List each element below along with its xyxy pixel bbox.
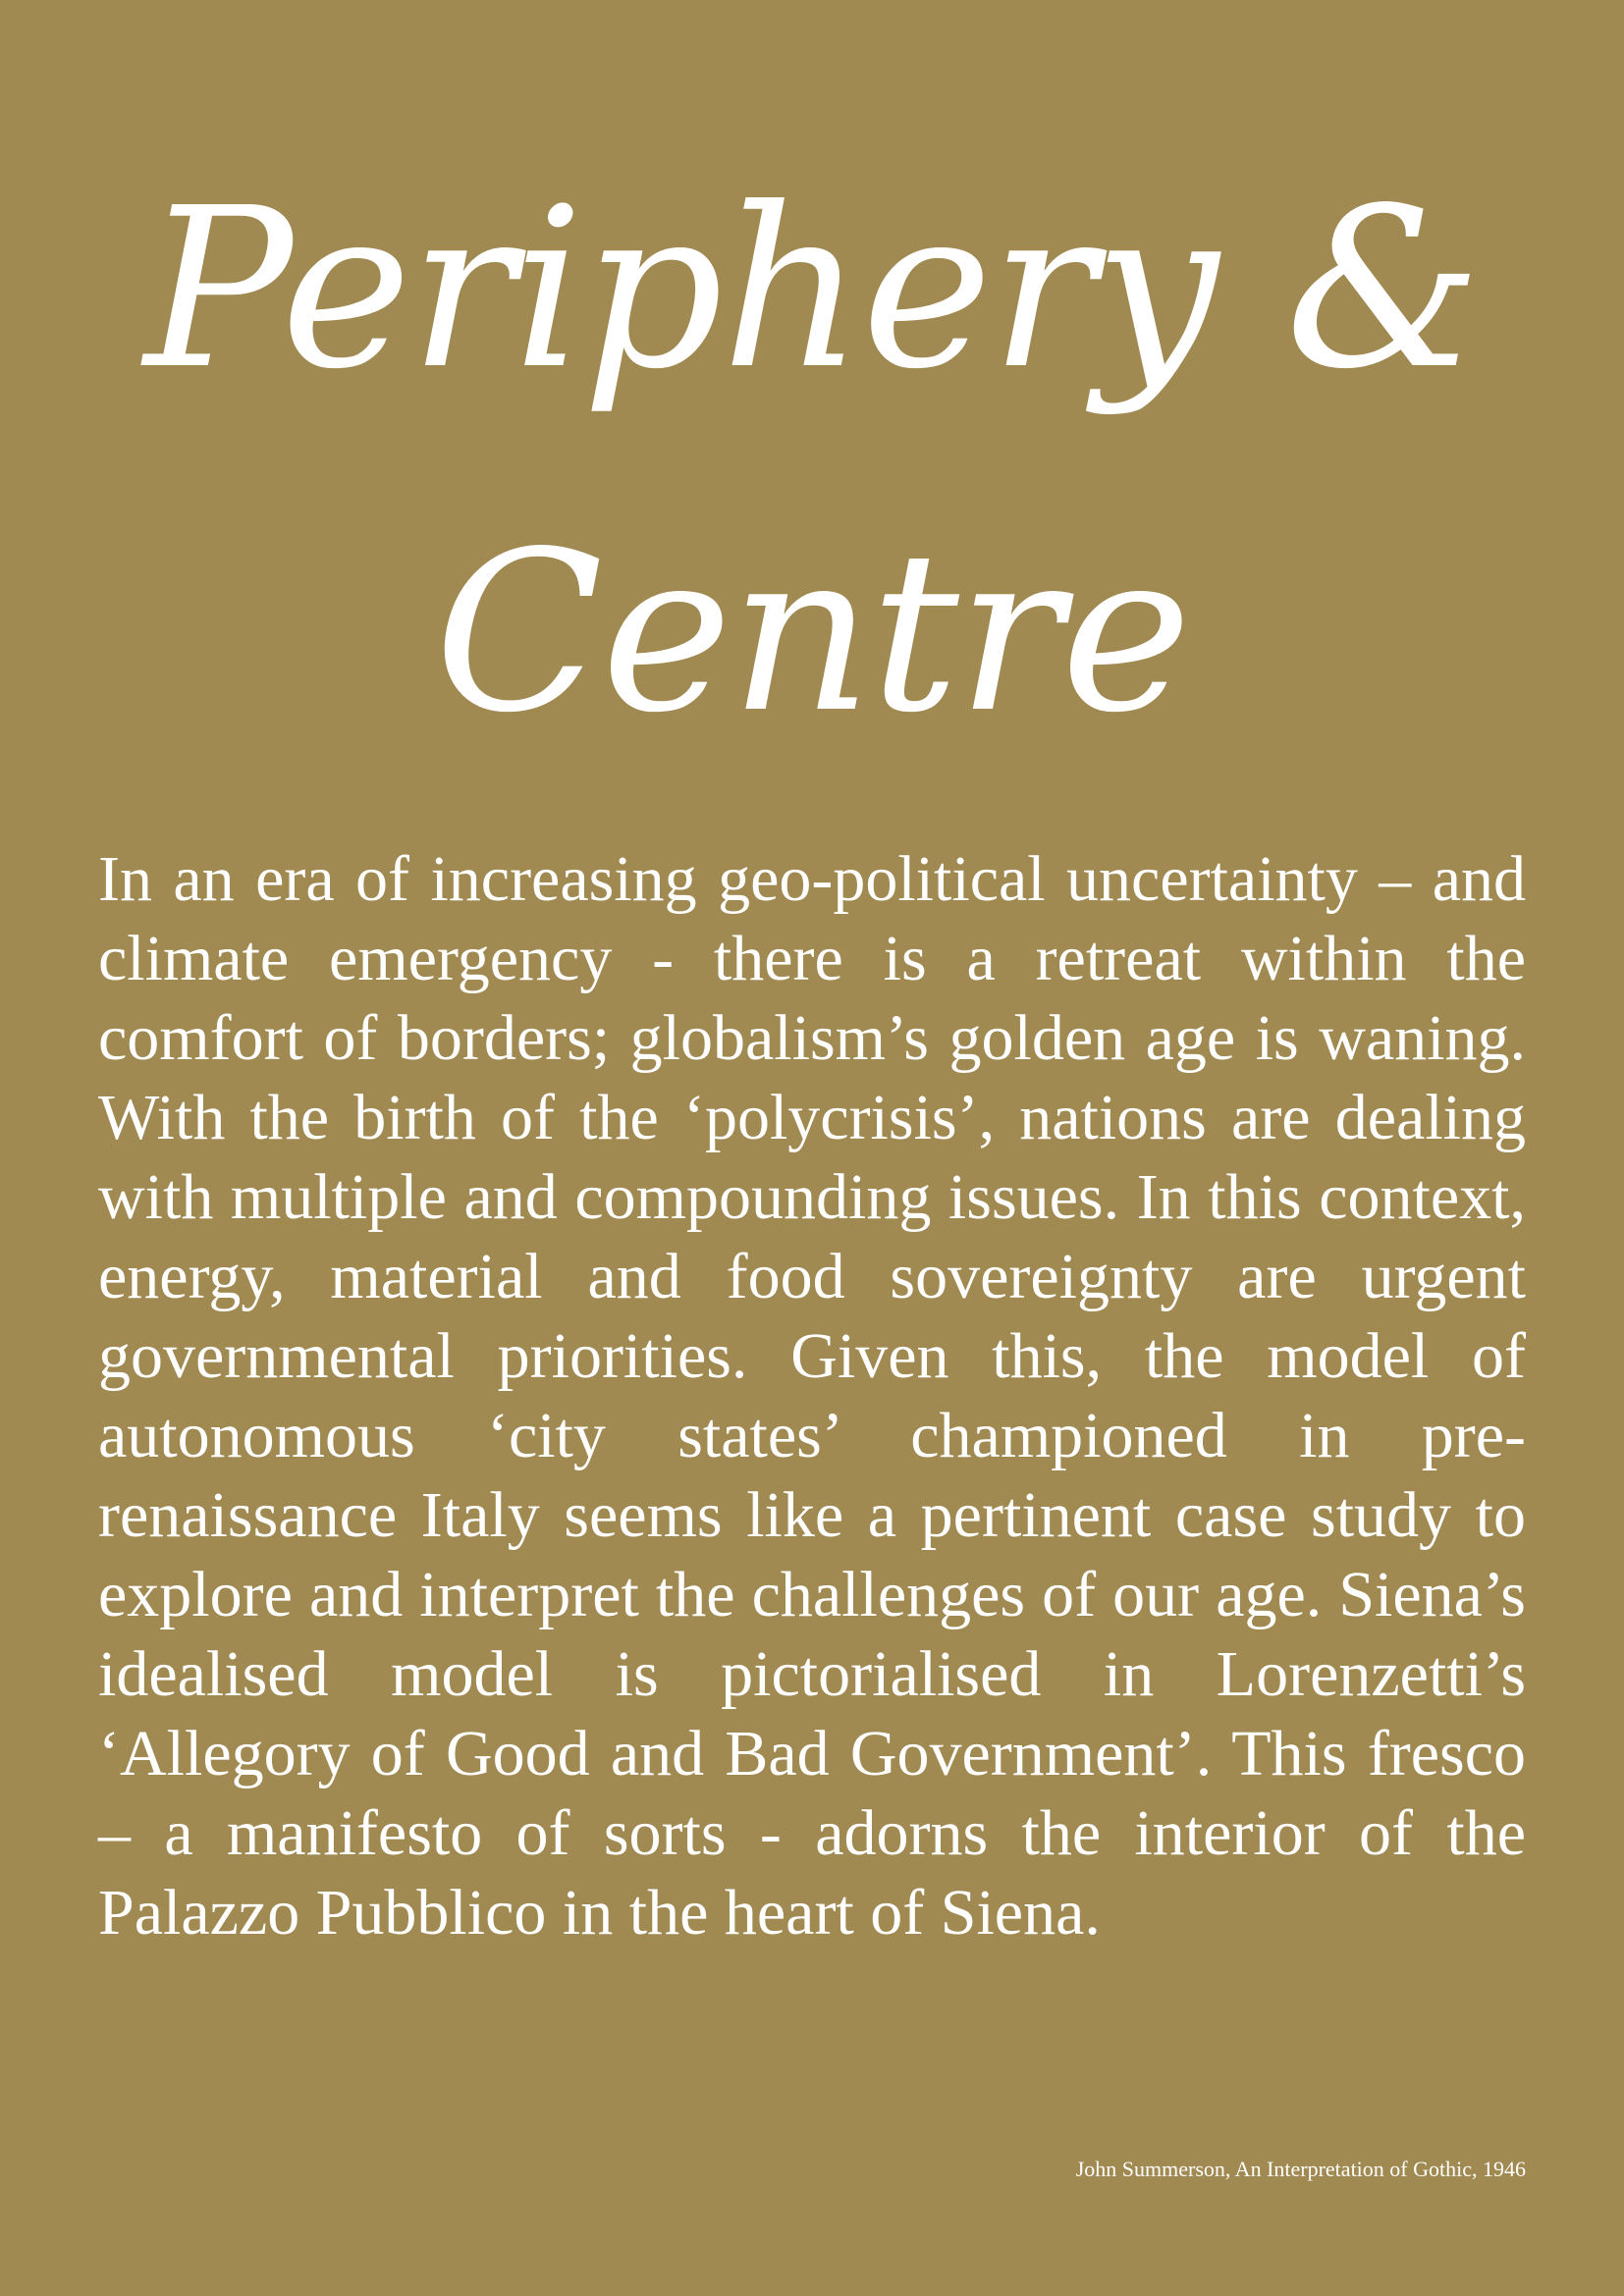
citation-caption: John Summerson, An Interpretation of Gothic, 1946 <box>1075 2157 1526 2181</box>
page-title <box>79 118 1545 805</box>
title-line-2: Centre <box>434 505 1190 762</box>
body-paragraph: In an era of increasing geo-political uncertainty – and climate emergency - there is a retreat within the comfort of borders; globalism’s golden age is waning. With the birth of the ‘polycrisis’, nations are dealing with multiple and compounding issues. In this context, energy, material and food sovereignty are urgent governmental priorities. Given this, the model of autonomous ‘city states’ championed in pre-renaissance Italy seems like a pertinent case study to explore and interpret the challenges of our age. Siena’s idealised model is pictorialised in Lorenzetti’s ‘Allegory of Good and Bad Government’. This fresco – a manifesto of sorts - adorns the interior of the Palazzo Pubblico in the heart of Siena. <box>98 843 1526 1949</box>
title-line-1: Periphery & <box>143 161 1481 418</box>
